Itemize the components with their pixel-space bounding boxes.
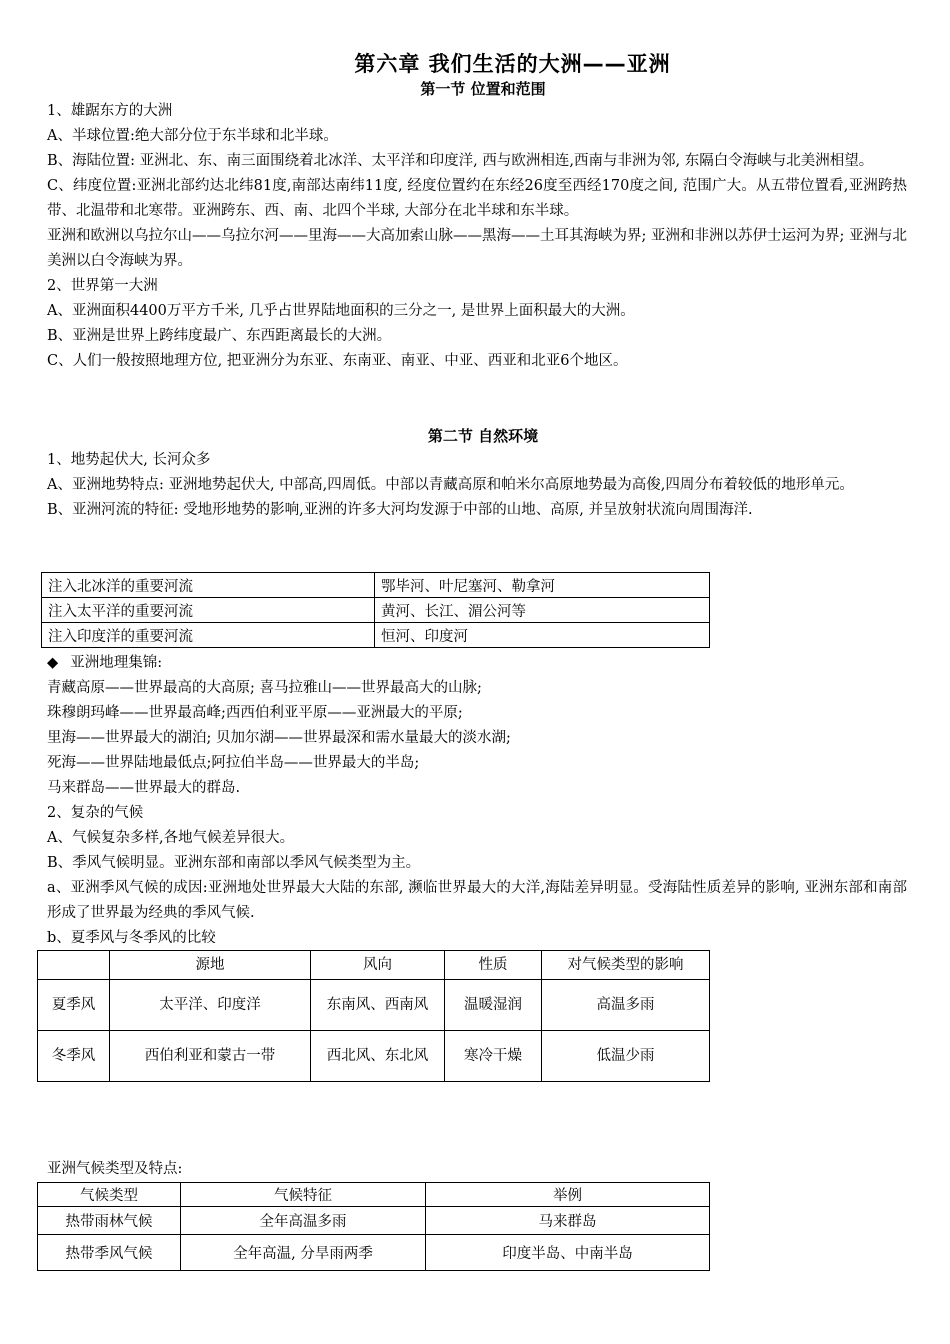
paragraph: B、海陆位置: 亚洲北、东、南三面围绕着北冰洋、太平洋和印度洋, 西与欧洲相连,西南与非洲为邻, 东隔白令海峡与北美洲相望。 — [47, 153, 874, 169]
paragraph: 珠穆朗玛峰——世界最高峰;西西伯利亚平原——亚洲最大的平原; — [47, 705, 463, 721]
table-header-cell: 性质 — [445, 951, 542, 980]
table-cell: 夏季风 — [38, 980, 110, 1031]
table-cell: 西伯利亚和蒙古一带 — [110, 1031, 311, 1082]
table-row — [42, 573, 710, 598]
table-header-row — [38, 1183, 710, 1207]
table-cell: 全年高温多雨 — [181, 1207, 426, 1235]
paragraph: b、夏季风与冬季风的比较 — [47, 930, 216, 946]
climate-types-table — [37, 1182, 710, 1271]
table-cell: 寒冷干燥 — [445, 1031, 542, 1082]
climate-types-heading-block — [47, 1157, 907, 1182]
table-cell: 注入太平洋的重要河流 — [42, 598, 375, 623]
paragraph: 2、复杂的气候 — [47, 805, 144, 821]
highlights-block — [47, 651, 907, 951]
table-header-cell: 风向 — [311, 951, 445, 980]
paragraph: 1、雄踞东方的大洲 — [47, 103, 173, 119]
table-cell: 马来群岛 — [426, 1207, 710, 1235]
table-row — [38, 1235, 710, 1271]
table-cell: 温暖湿润 — [445, 980, 542, 1031]
section-2-title: 第二节 自然环境 — [427, 427, 539, 445]
table-header-row — [38, 951, 710, 980]
paragraph: 2、世界第一大洲 — [47, 278, 158, 294]
section-2-body — [47, 448, 907, 523]
paragraph: A、气候复杂多样,各地气候差异很大。 — [47, 830, 295, 846]
table-cell: 全年高温, 分旱雨两季 — [181, 1235, 426, 1271]
paragraph: 死海——世界陆地最低点;阿拉伯半岛——世界最大的半岛; — [47, 755, 420, 771]
paragraph: A、亚洲面积4400万平方千米, 几乎占世界陆地面积的三分之一, 是世界上面积最大的大洲。 — [47, 303, 635, 319]
paragraph: 里海——世界最大的湖泊; 贝加尔湖——世界最深和需水量最大的淡水湖; — [47, 730, 511, 746]
paragraph: A、半球位置:绝大部分位于东半球和北半球。 — [47, 128, 338, 144]
table-cell: 恒河、印度河 — [375, 623, 710, 648]
table-cell: 注入印度洋的重要河流 — [42, 623, 375, 648]
table-cell: 热带雨林气候 — [38, 1207, 181, 1235]
table-cell: 高温多雨 — [542, 980, 710, 1031]
section-1-body — [47, 99, 907, 374]
paragraph: 马来群岛——世界最大的群岛. — [47, 780, 241, 796]
table-cell: 注入北冰洋的重要河流 — [42, 573, 375, 598]
table-cell: 东南风、西南风 — [311, 980, 445, 1031]
table-cell: 低温少雨 — [542, 1031, 710, 1082]
highlights-heading — [47, 651, 907, 676]
paragraph: 青藏高原——世界最高的大高原; 喜马拉雅山——世界最高大的山脉; — [47, 680, 482, 696]
table-cell: 黄河、长江、湄公河等 — [375, 598, 710, 623]
table-row — [38, 1207, 710, 1235]
paragraph: 亚洲和欧洲以乌拉尔山——乌拉尔河——里海——大高加索山脉——黑海——土耳其海峡为界; 亚洲和非洲以苏伊士运河为界; 亚洲与北美洲以白令海峡为界。 — [47, 228, 907, 269]
table-row — [38, 980, 710, 1031]
table-cell: 太平洋、印度洋 — [110, 980, 311, 1031]
table-row — [38, 1031, 710, 1082]
highlights-heading-text: 亚洲地理集锦: — [70, 655, 163, 671]
table-header-cell: 气候特征 — [181, 1183, 426, 1207]
table-cell: 热带季风气候 — [38, 1235, 181, 1271]
table-header-cell: 举例 — [426, 1183, 710, 1207]
table-header-cell — [38, 951, 110, 980]
paragraph: B、季风气候明显。亚洲东部和南部以季风气候类型为主。 — [47, 855, 421, 871]
paragraph: a、亚洲季风气候的成因:亚洲地处世界最大大陆的东部, 濒临世界最大的大洋,海陆差异明显。受海陆性质差异的影响, 亚洲东部和南部形成了世界最为经典的季风气候. — [47, 880, 907, 921]
paragraph: A、亚洲地势特点: 亚洲地势起伏大, 中部高,四周低。中部以青藏高原和帕米尔高原地势最为高俊,四周分布着较低的地形单元。 — [47, 477, 854, 493]
table-cell: 西北风、东北风 — [311, 1031, 445, 1082]
climate-types-heading: 亚洲气候类型及特点: — [47, 1161, 183, 1177]
table-row — [42, 623, 710, 648]
monsoon-comparison-table — [37, 950, 710, 1082]
section-1-title: 第一节 位置和范围 — [420, 80, 546, 98]
table-cell: 冬季风 — [38, 1031, 110, 1082]
paragraph: C、纬度位置:亚洲北部约达北纬81度,南部达南纬11度, 经度位置约在东经26度至西经170度之间, 范围广大。从五带位置看,亚洲跨热带、北温带和北寒带。亚洲跨东、西、南、北四个半球, 大部分在北半球和东半球。 — [47, 178, 907, 219]
paragraph: 1、地势起伏大, 长河众多 — [47, 452, 211, 468]
rivers-table — [41, 572, 710, 648]
table-header-cell: 对气候类型的影响 — [542, 951, 710, 980]
table-cell: 印度半岛、中南半岛 — [426, 1235, 710, 1271]
table-row — [42, 598, 710, 623]
paragraph: B、亚洲是世界上跨纬度最广、东西距离最长的大洲。 — [47, 328, 392, 344]
paragraph: C、人们一般按照地理方位, 把亚洲分为东亚、东南亚、南亚、中亚、西亚和北亚6个地区。 — [47, 353, 628, 369]
table-cell: 鄂毕河、叶尼塞河、勒拿河 — [375, 573, 710, 598]
table-header-cell: 气候类型 — [38, 1183, 181, 1207]
chapter-title: 第六章 我们生活的大洲——亚洲 — [354, 52, 671, 76]
diamond-bullet-icon: ◆ — [47, 655, 59, 671]
table-header-cell: 源地 — [110, 951, 311, 980]
paragraph: B、亚洲河流的特征: 受地形地势的影响,亚洲的许多大河均发源于中部的山地、高原, 并呈放射状流向周围海洋. — [47, 502, 753, 518]
